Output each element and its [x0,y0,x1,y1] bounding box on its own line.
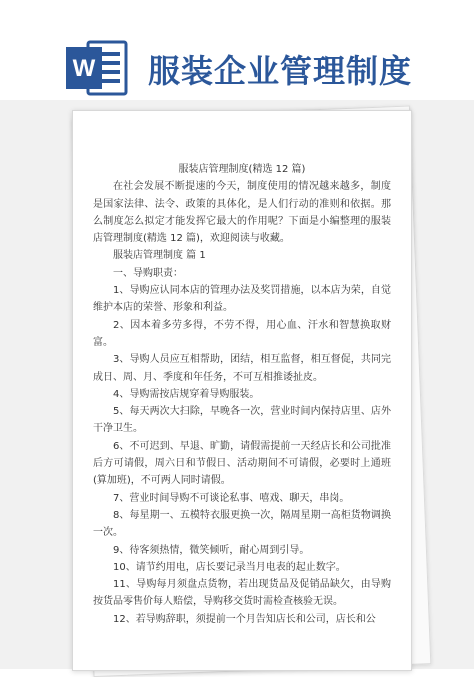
document-body [93,161,391,628]
banner [0,0,474,100]
list-item: 1、导购应认同本店的管理办法及奖罚措施，以本店为荣，自觉维护本店的荣誉、形象和利益。 [93,285,391,314]
list-item: 7、营业时间导购不可谈论私事、嘻戏、聊天，串岗。 [113,492,350,504]
list-item: 10、请节约用电，店长要记录当月电表的起止数字。 [113,561,346,573]
list-item: 11、导购每月须盘点货物，若出现货品及促销品缺欠，由导购按货品零售价每人赔偿，导购移交货时需检查核验无误。 [93,579,391,608]
list-item: 9、待客须热情，微笑倾听，耐心周到引导。 [113,544,310,556]
document-page [72,110,412,671]
list-item: 5、每天两次大扫除，早晚各一次，营业时间内保持店里、店外干净卫生。 [93,406,391,435]
section-heading: 服装店管理制度 篇 1 [113,250,206,262]
svg-text:W: W [72,55,96,82]
list-item: 3、导购人员应互相帮助，团结，相互监督，相互督促，共同完成日、周、月、季度和年任务，不可互相推诿扯皮。 [93,354,391,383]
banner-title: 服装企业管理制度 [148,52,413,90]
list-item: 6、不可迟到、早退、旷勤，请假需提前一天经店长和公司批准后方可请假，周六日和节假日、活动期间不可请假，必要时上通班(算加班)，不可两人同时请假。 [93,440,391,487]
list-item: 12、若导购辞职，须提前一个月告知店长和公司，店长和公 [113,613,376,625]
list-item: 8、每星期一、五模特衣服更换一次，隔周星期一高柜货物调换一次。 [93,509,391,539]
word-document-icon [66,40,130,96]
subheading: 一、导购职责： [113,267,183,279]
list-item: 2、因本着多劳多得，不劳不得，用心血、汗水和智慧换取财富。 [93,319,391,348]
document-title: 服装店管理制度(精选 12 篇) [178,164,306,175]
document-intro: 在社会发展不断提速的今天，制度使用的情况越来越多，制度是国家法律、法令、政策的具体化，是人们行动的准则和依据。那么制度怎么拟定才能发挥它最大的作用呢？下面是小编整理的服装店管理制度(精选 12 篇)，欢迎阅读与收藏。 [93,181,391,245]
list-item: 4、导购需按店规穿着导购服装。 [113,388,260,400]
